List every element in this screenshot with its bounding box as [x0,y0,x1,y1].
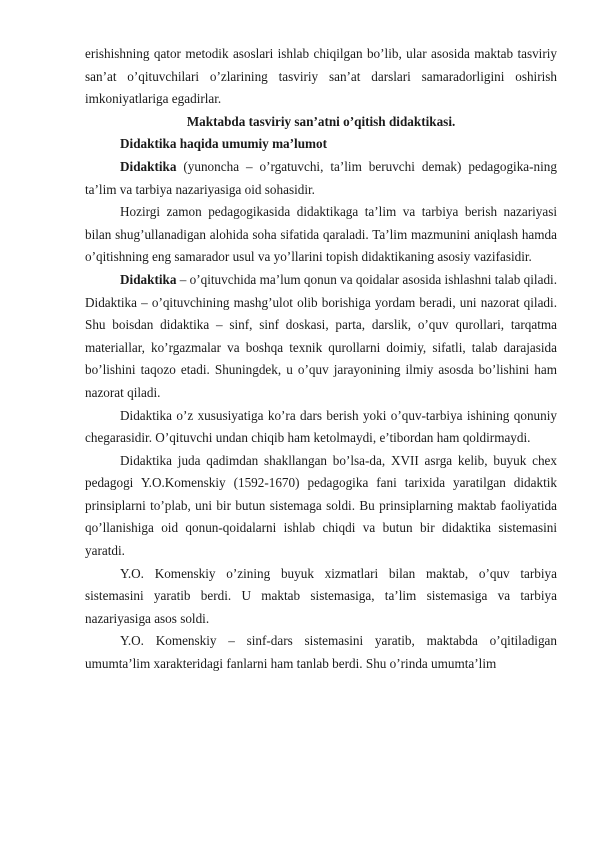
paragraph-komenskiy-1: Y.O. Komenskiy o’zining buyuk xizmatlari bilan maktab, o’quv tarbiya sistemasini yaratib berdi. U maktab sistemasiga, ta’lim sistemasiga va tarbiya nazariyasiga asos soldi. [85,565,557,626]
paragraph-komenskiy-2: Y.O. Komenskiy – sinf-dars sistemasini yaratib, maktabda o’qitiladigan umumta’lim xarakteridagi fanlarni ham tanlab berdi. Shu o’rinda umumta’lim [85,633,557,672]
section-heading: Maktabda tasviriy san’atni o’qitish didaktikasi. [186,113,456,129]
paragraph-history: Didaktika juda qadimdan shakllangan bo’lsa-da, XVII asrga kelib, buyuk chex pedagogi Y.O.Komenskiy (1592-1670) pedagogika fani tarixida yaratilgan didaktik prinsiplarni to’plab, uni bir butun sistemaga soldi. Bu prinsiplarning maktab faoliyatida qo’llanishiga oid qonun-qoidalarni ishlab chiqdi va butun bir didaktika sistemasini yaratdi. [85,452,557,559]
section-subheading: Didaktika haqida umumiy ma’lumot [120,136,328,152]
paragraph-definition: Didaktika (yunoncha – o’rgatuvchi, ta’lim beruvchi demak) pedagogika-ning ta’lim va tarbiya nazariyasiga oid sohasidir. [85,158,557,197]
paragraph-modern-view: Hozirgi zamon pedagogikasida didaktikaga ta’lim va tarbiya berish nazariyasi bilan shug’ullanadigan alohida soha sifatida qaraladi. Ta’lim mazmunini aniqlash hamda o’qitishning eng samarador usul va yo’llarini topish didaktikaning asosiy vazifasidir. [85,204,557,265]
term-didaktika: Didaktika [120,271,177,287]
paragraph-intro: erishishning qator metodik asoslari ishlab chiqilgan bo’lib, ular asosida maktab tasviriy san’at o’qituvchilari o’zlarining tasviriy san’at darslari samaradorligini oshirish imkoniyatlariga egadirlar. [85,46,557,107]
document-body [85,43,557,676]
paragraph-teacher-role: Didaktika – o’qituvchida ma’lum qonun va qoidalar asosida ishlashni talab qiladi. Didaktika – o’qituvchining mashg’ulot olib borishiga yordam beradi, uni nazorat qiladi. Shu boisdan didaktika – sinf, sinf doskasi, parta, darslik, o’quv qurollari, tarqatma materiallar, ko’rgazmalar va boshqa texnik qurollarni doimiy, sifatli, talab darajasida bo’lishini taqozo etadi. Shuningdek, u o’quv jarayonining ilmiy asosda bo’lishini ham nazorat qiladi. [85,271,557,400]
paragraph-boundaries: Didaktika o’z xususiyatiga ko’ra dars berish yoki o’quv-tarbiya ishining qonuniy chegarasidir. O’qituvchi undan chiqib ham ketolmaydi, e’tibordan ham qoldirmaydi. [85,407,557,446]
term-didaktika: Didaktika [120,158,177,174]
